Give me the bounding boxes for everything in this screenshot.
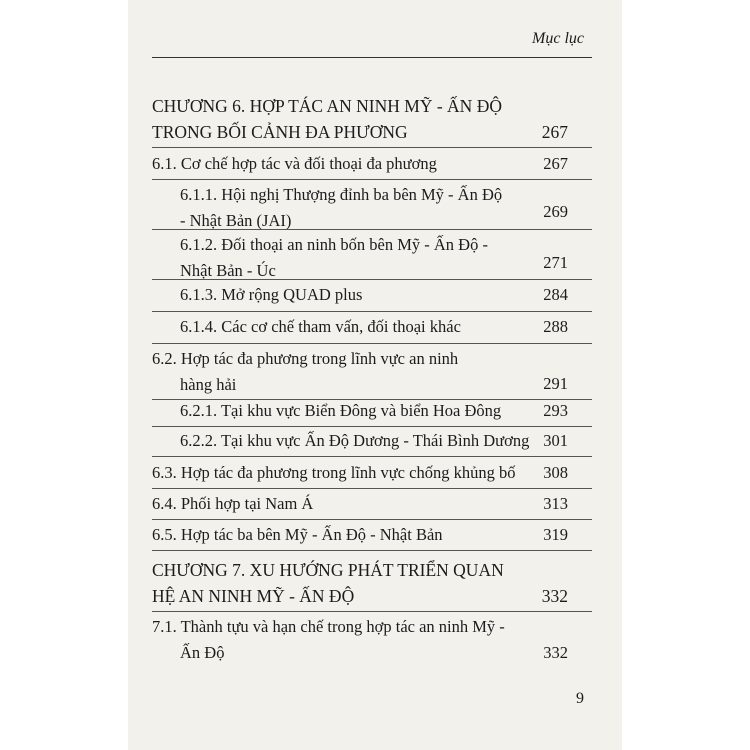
toc-entry-title: 7.1. Thành tựu và hạn chế trong hợp tác an ninh Mỹ - [152, 617, 505, 636]
toc-page-number: 319 [543, 525, 568, 544]
running-head: Mục lục [532, 30, 584, 47]
toc-separator [152, 611, 592, 612]
toc-separator [152, 179, 592, 180]
toc-page-number: 308 [543, 463, 568, 482]
toc-entry-title: CHƯƠNG 6. HỢP TÁC AN NINH MỸ - ẤN ĐỘ [152, 96, 502, 116]
toc-entry-6-3 [152, 460, 515, 486]
toc-separator [152, 229, 592, 230]
toc-entry-7-1 [152, 614, 505, 666]
toc-page-number: 271 [543, 253, 568, 272]
toc-page-number: 288 [543, 317, 568, 336]
toc-separator [152, 147, 592, 148]
toc-entry-title: 6.2.1. Tại khu vực Biển Đông và biển Hoa Đông [180, 401, 502, 420]
toc-page-number: 284 [543, 285, 568, 304]
toc-entry-title: 6.4. Phối hợp tại Nam Á [152, 494, 314, 513]
toc-page-number: 291 [543, 374, 568, 393]
toc-page-number: 293 [543, 401, 568, 420]
toc-entry-title: - Nhật Bản (JAI) [180, 211, 292, 230]
toc-entry-title: 6.3. Hợp tác đa phương trong lĩnh vực chống khủng bố [152, 463, 516, 482]
toc-entry-6-1-2 [180, 232, 488, 284]
toc-separator [152, 311, 592, 312]
toc-separator [152, 519, 592, 520]
toc-separator [152, 426, 592, 427]
toc-entry-title: HỆ AN NINH MỸ - ẤN ĐỘ [152, 586, 355, 606]
toc-entry-6-4 [152, 491, 313, 517]
toc-entry-title: 6.1.4. Các cơ chế tham vấn, đối thoại khác [180, 317, 461, 336]
toc-entry-6-1 [152, 151, 437, 177]
toc-page-number: 332 [543, 643, 568, 662]
toc-entry-title: 6.1.1. Hội nghị Thượng đỉnh ba bên Mỹ - Ấn Độ [180, 185, 503, 204]
toc-entry-title: Ấn Độ [180, 643, 225, 662]
toc-entry-title: 6.2.2. Tại khu vực Ấn Độ Dương - Thái Bình Dương [180, 431, 530, 450]
header-rule [152, 57, 592, 58]
toc-entry-title: Nhật Bản - Úc [180, 261, 276, 280]
toc-page-number: 301 [543, 431, 568, 450]
toc-entry-chapter-7 [152, 557, 504, 609]
toc-entry-title: 6.1. Cơ chế hợp tác và đối thoại đa phương [152, 154, 437, 173]
toc-page-number: 332 [541, 586, 568, 606]
toc-entry-chapter-6 [152, 93, 502, 145]
toc-entry-title: 6.5. Hợp tác ba bên Mỹ - Ấn Độ - Nhật Bản [152, 525, 443, 544]
toc-page-number: 267 [541, 122, 568, 142]
toc-separator [152, 279, 592, 280]
toc-entry-6-1-3 [180, 282, 362, 308]
toc-page-number: 269 [543, 202, 568, 221]
toc-entry-title: 6.2. Hợp tác đa phương trong lĩnh vực an ninh [152, 349, 459, 368]
toc-entry-title: hàng hải [180, 375, 237, 394]
toc-entry-title: TRONG BỐI CẢNH ĐA PHƯƠNG [152, 122, 408, 142]
toc-separator [152, 488, 592, 489]
toc-page-number: 313 [543, 494, 568, 513]
toc-page-number: 267 [543, 154, 568, 173]
toc-entry-6-2-2 [180, 428, 529, 454]
toc-entry-6-1-4 [180, 314, 461, 340]
toc-entry-6-5 [152, 522, 443, 548]
toc-entry-6-2 [152, 346, 458, 398]
toc-entry-6-2-1 [180, 398, 501, 424]
toc-entry-title: 6.1.2. Đối thoại an ninh bốn bên Mỹ - Ấn Độ - [180, 235, 488, 254]
toc-separator [152, 550, 592, 551]
toc-entry-6-1-1 [180, 182, 502, 234]
toc-entry-title: CHƯƠNG 7. XU HƯỚNG PHÁT TRIỂN QUAN [152, 560, 504, 580]
toc-separator [152, 456, 592, 457]
toc-entry-title: 6.1.3. Mở rộng QUAD plus [180, 285, 363, 304]
toc-separator [152, 343, 592, 344]
page-number: 9 [576, 690, 584, 707]
book-page [128, 0, 622, 750]
